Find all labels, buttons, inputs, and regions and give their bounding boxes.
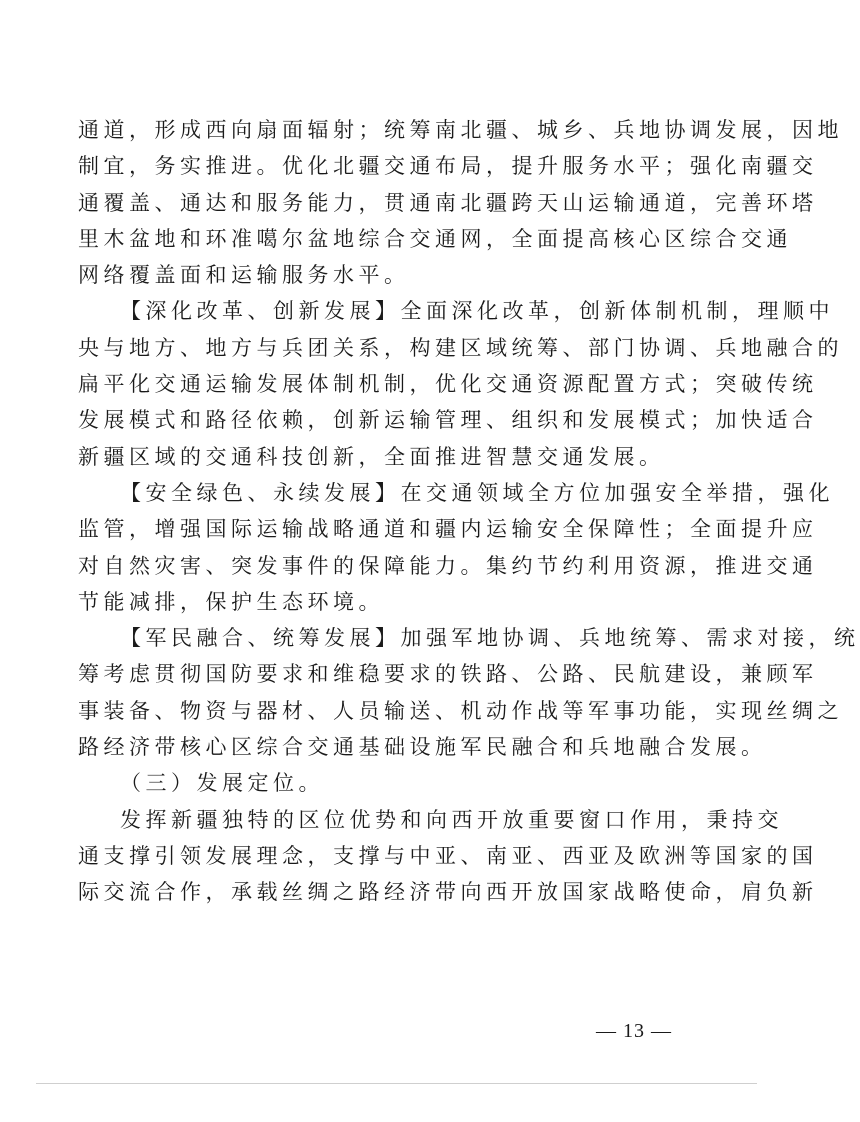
document-body: [78, 112, 860, 911]
text-line: 通支撑引领发展理念，支撑与中亚、南亚、西亚及欧洲等国家的国: [78, 843, 818, 868]
text-line: 发挥新疆独特的区位优势和向西开放重要窗口作用，秉持交: [120, 807, 783, 832]
text-line: 路经济带核心区综合交通基础设施军民融合和兵地融合发展。: [78, 735, 767, 760]
text-line: 通覆盖、通达和服务能力，贯通南北疆跨天山运输通道，完善环塔: [78, 190, 818, 215]
text-line: 通道，形成西向扇面辐射；统筹南北疆、城乡、兵地协调发展，因地: [78, 118, 843, 142]
text-line: 制宜，务实推进。优化北疆交通布局，提升服务水平；强化南疆交: [78, 154, 818, 179]
text-line: 央与地方、地方与兵团关系，构建区域统筹、部门协调、兵地融合的: [78, 335, 843, 360]
text-line: 发展模式和路径依赖，创新运输管理、组织和发展模式；加快适合: [78, 408, 818, 433]
text-line: 节能减排，保护生态环境。: [78, 589, 384, 614]
text-line: 事装备、物资与器材、人员输送、机动作战等军事功能，实现丝绸之: [78, 698, 843, 723]
paragraph-heading-line: 【安全绿色、永续发展】在交通领域全方位加强安全举措，强化: [120, 480, 834, 505]
text-line: 际交流合作，承载丝绸之路经济带向西开放国家战略使命，肩负新: [78, 880, 818, 905]
section-heading: （三）发展定位。: [120, 771, 324, 796]
text-line: 监管，增强国际运输战略通道和疆内运输安全保障性；全面提升应: [78, 517, 818, 542]
text-line: 里木盆地和环准噶尔盆地综合交通网，全面提高核心区综合交通: [78, 226, 792, 251]
text-line: 筹考虑贯彻国防要求和维稳要求的铁路、公路、民航建设，兼顾军: [78, 662, 818, 687]
paragraph-heading-line: 【深化改革、创新发展】全面深化改革，创新体制机制，理顺中: [120, 299, 834, 324]
text-line: 对自然灾害、突发事件的保障能力。集约节约利用资源，推进交通: [78, 553, 818, 578]
page-divider: [36, 1083, 757, 1084]
page-number: — 13 —: [596, 1020, 672, 1042]
paragraph-heading-line: 【军民融合、统筹发展】加强军地协调、兵地统筹、需求对接，统: [120, 626, 860, 651]
text-line: 新疆区域的交通科技创新，全面推进智慧交通发展。: [78, 444, 665, 469]
text-line: 网络覆盖面和运输服务水平。: [78, 263, 410, 288]
text-line: 扁平化交通运输发展体制机制，优化交通资源配置方式；突破传统: [78, 372, 818, 397]
